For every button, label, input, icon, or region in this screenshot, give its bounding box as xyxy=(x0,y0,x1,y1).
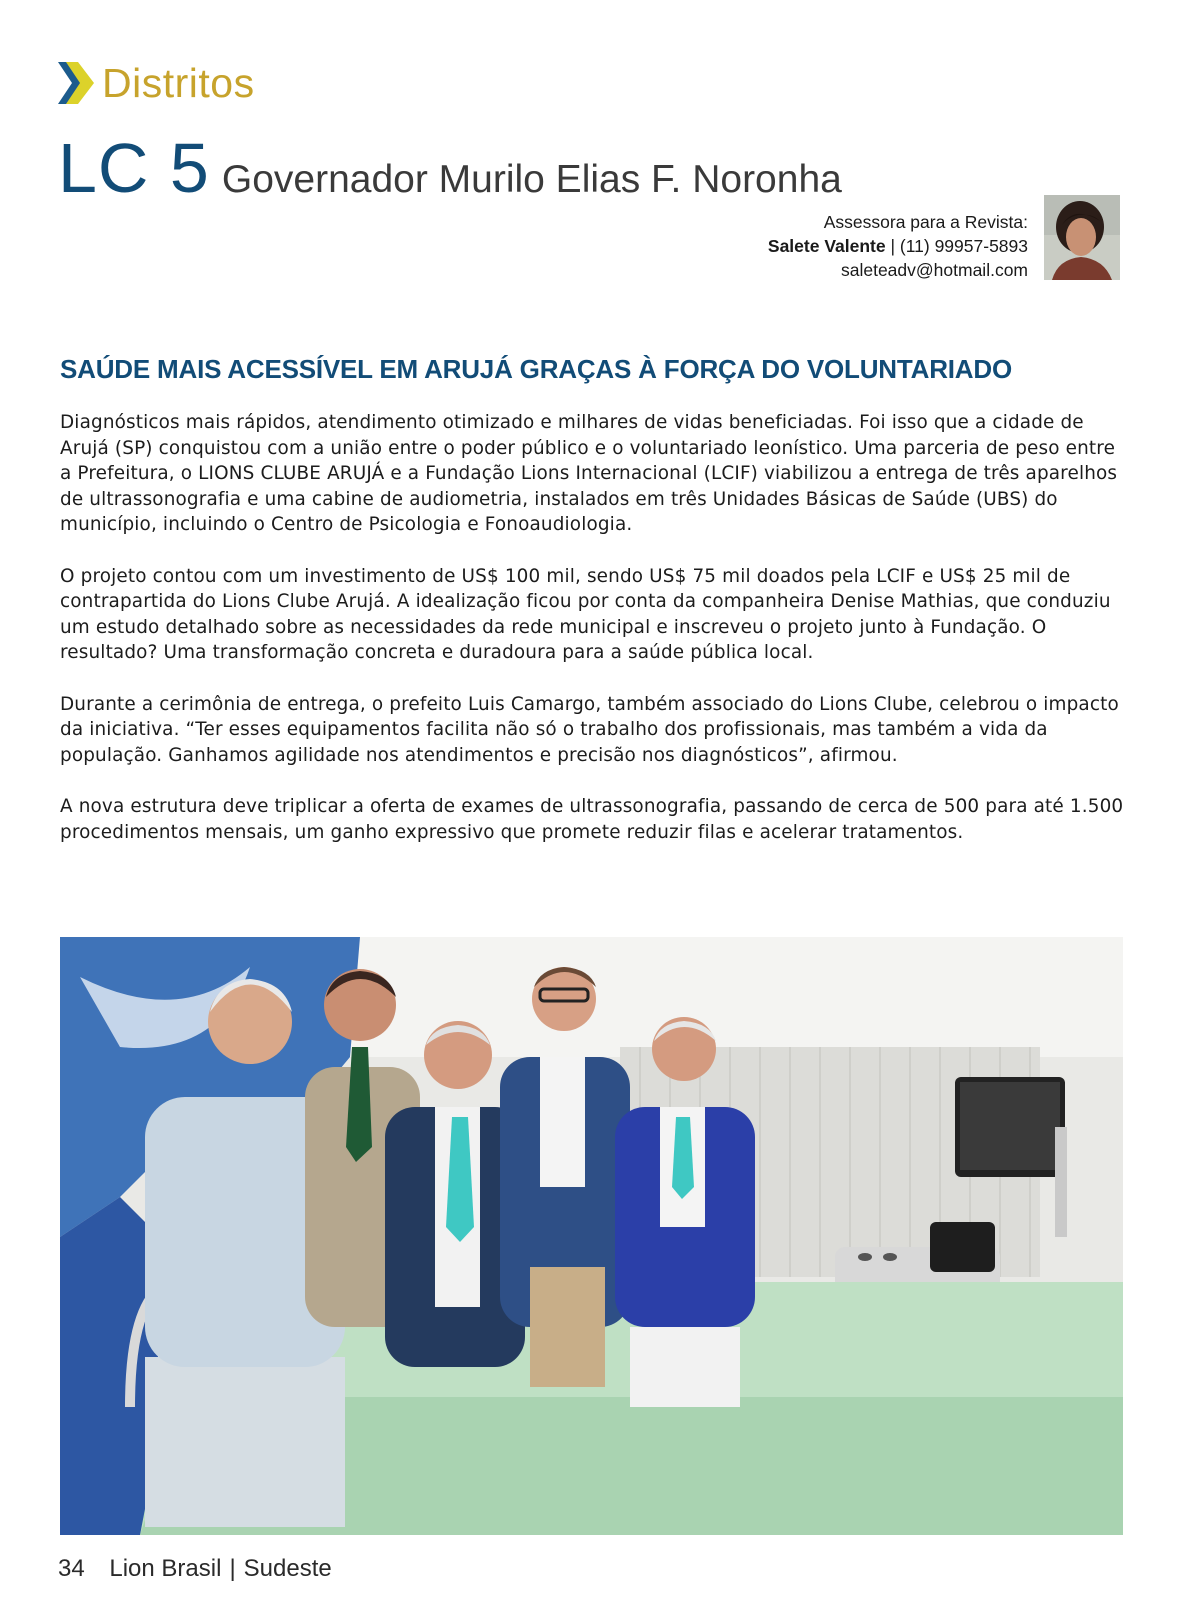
edition-name: Sudeste xyxy=(243,1555,332,1582)
page-number: 34 xyxy=(58,1555,85,1582)
paragraph: Diagnósticos mais rápidos, atendimento otimizado e milhares de vidas beneficiadas. Foi isso que a cidade de Arujá (SP) conquistou com a união entre o poder público e o voluntariado leonístico. Uma parceria de peso entre a Prefeitura, o LIONS CLUBE ARUJÁ e a Fundação Lions Internacional (LCIF) viabilizou a entrega de três aparelhos de ultrassonografia e uma cabine de audiometria, instalados em três Unidades Básicas de Saúde (UBS) do município, incluindo o Centro de Psicologia e Fonoaudiologia. xyxy=(60,412,1118,536)
section-title: Distritos xyxy=(102,59,255,106)
paragraph: Durante a cerimônia de entrega, o prefeito Luis Camargo, também associado do Lions Clube, celebrou o impacto da iniciativa. “Ter esses equipamentos facilita não só o trabalho dos profissionais, mas também a vida da população. Ganhamos agilidade nos atendimentos e precisão nos diagnósticos”, afirmou. xyxy=(60,693,1119,766)
footer-separator: | xyxy=(229,1555,236,1582)
avatar xyxy=(1044,195,1120,280)
district-code: LC 5 xyxy=(58,129,210,207)
section-header xyxy=(58,58,255,108)
contact-block xyxy=(768,210,1028,282)
contact-phone: (11) 99957-5893 xyxy=(899,236,1028,256)
contact-role: Assessora para a Revista: xyxy=(823,212,1028,232)
footer xyxy=(58,1555,332,1583)
contact-email: saleteadv@hotmail.com xyxy=(840,260,1028,280)
article-photo xyxy=(60,937,1123,1535)
paragraph: O projeto contou com um investimento de US$ 100 mil, sendo US$ 75 mil doados pela LCIF e US$ 25 mil de contrapartida do Lions Clube Arujá. A idealização ficou por conta da companheira Denise Mathias, que conduziu um estudo detalhado sobre as necessidades da rede municipal e inscreveu o projeto junto à Fundação. O resultado? Uma transformação concreta e duradoura para a saúde pública local. xyxy=(60,565,1111,664)
article-body xyxy=(60,410,1125,871)
contact-line: Salete Valente | (11) 99957-5893 xyxy=(767,236,1028,256)
district-heading xyxy=(58,128,842,208)
article-title: SAÚDE MAIS ACESSÍVEL EM ARUJÁ GRAÇAS À FORÇA DO VOLUNTARIADO xyxy=(60,354,1012,384)
publication-name: Lion Brasil xyxy=(109,1555,222,1582)
chevron-right-icon xyxy=(58,60,98,106)
governor-name: Governador Murilo Elias F. Noronha xyxy=(221,158,842,201)
paragraph: A nova estrutura deve triplicar a oferta de exames de ultrassonografia, passando de cerca de 500 para até 1.500 procedimentos mensais, um ganho expressivo que promete reduzir filas e acelerar tratamentos. xyxy=(60,795,1124,843)
contact-name: Salete Valente xyxy=(767,236,886,256)
